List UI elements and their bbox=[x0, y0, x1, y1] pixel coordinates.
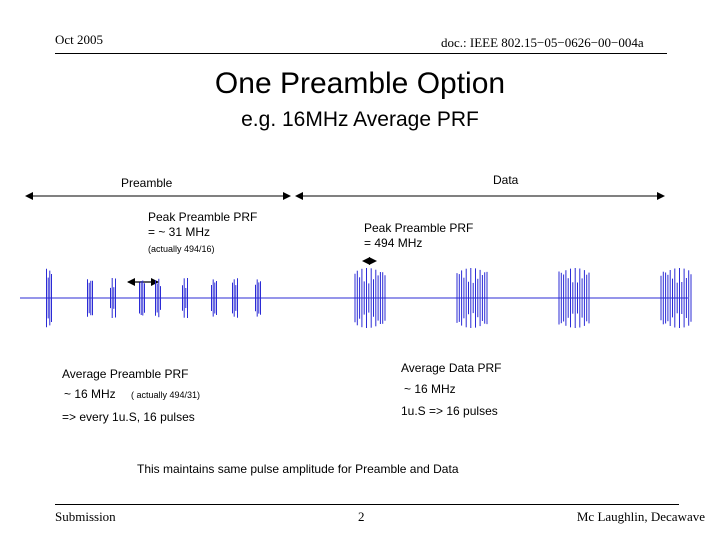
peak-preamble-prf-label: Peak Preamble PRF bbox=[148, 210, 258, 224]
peak-data-prf-value: = 494 MHz bbox=[364, 236, 423, 250]
peak-preamble-prf-note: (actually 494/16) bbox=[148, 244, 215, 254]
avg-preamble-prf-note: ( actually 494/31) bbox=[131, 390, 201, 400]
avg-preamble-prf-label: Average Preamble PRF bbox=[62, 367, 189, 381]
peak-data-prf-label: Peak Preamble PRF bbox=[364, 221, 474, 235]
footer-submission: Submission bbox=[55, 509, 116, 524]
avg-data-prf-value: ~ 16 MHz bbox=[404, 382, 456, 396]
avg-data-prf-label: Average Data PRF bbox=[401, 361, 502, 375]
data-label: Data bbox=[493, 173, 519, 187]
footer-rule bbox=[55, 504, 679, 505]
slide-title: One Preamble Option bbox=[214, 67, 506, 100]
conclusion-text: This maintains same pulse amplitude for Preamble and Data bbox=[137, 462, 459, 476]
avg-preamble-prf-value: ~ 16 MHz bbox=[64, 387, 116, 401]
slide-subtitle: e.g. 16MHz Average PRF bbox=[241, 108, 479, 131]
footer-page-number: 2 bbox=[358, 509, 365, 524]
header-doc-id: doc.: IEEE 802.15−05−0626−00−004a bbox=[441, 35, 644, 50]
footer-author: Mc Laughlin, Decawave bbox=[576, 509, 705, 524]
avg-data-pulses: 1u.S => 16 pulses bbox=[401, 404, 498, 418]
header-date: Oct 2005 bbox=[55, 32, 104, 47]
peak-preamble-prf-value: = ~ 31 MHz bbox=[148, 225, 211, 239]
avg-preamble-pulses: => every 1u.S, 16 pulses bbox=[62, 410, 195, 424]
preamble-label: Preamble bbox=[121, 176, 173, 190]
